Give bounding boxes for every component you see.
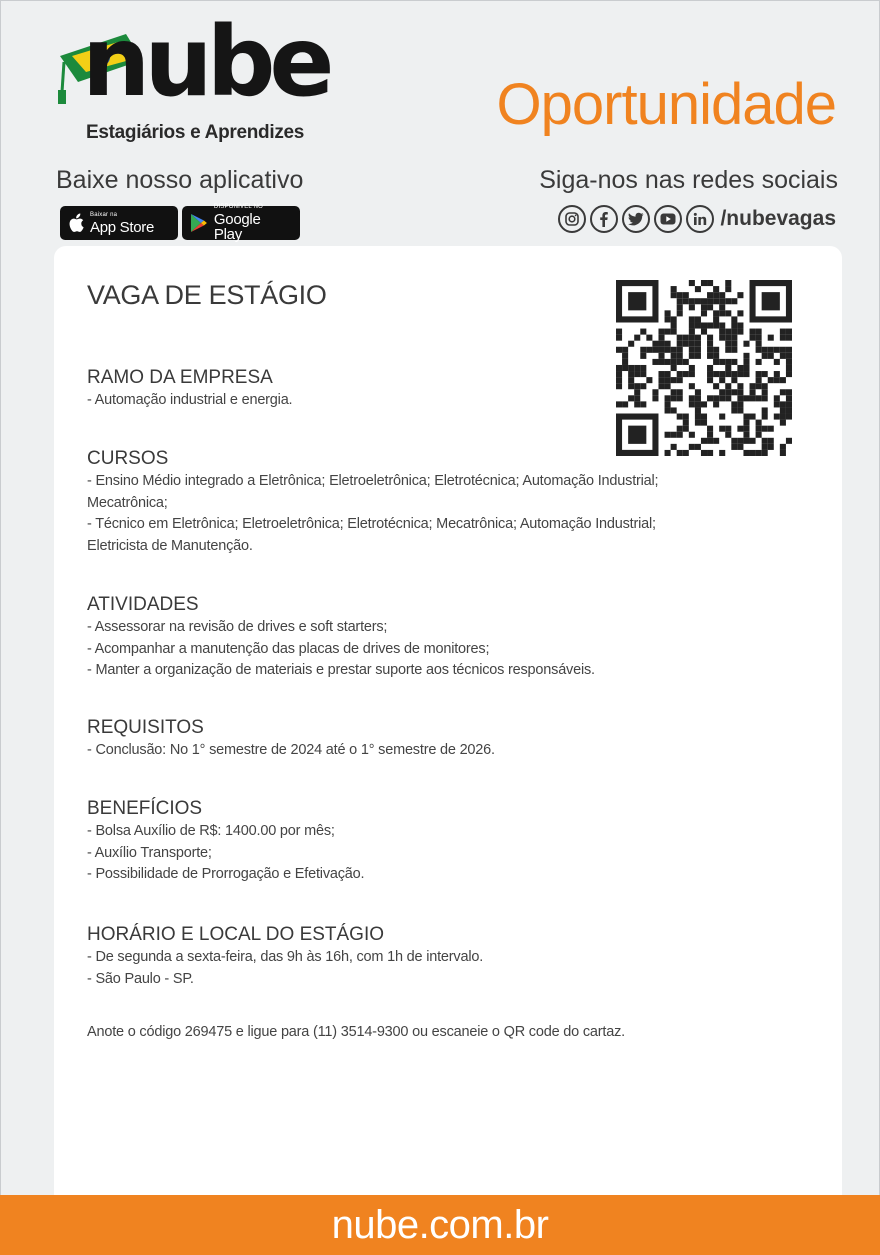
- section-beneficios: [87, 797, 807, 886]
- linkedin-icon[interactable]: [686, 205, 714, 233]
- section-line: - Automação industrial e energia.: [87, 392, 293, 408]
- google-play-icon: [190, 213, 208, 233]
- section-atividades: [87, 593, 807, 682]
- footer-bar: [0, 1195, 880, 1255]
- section-title: BENEFÍCIOS: [87, 798, 203, 819]
- section-title: REQUISITOS: [87, 717, 204, 738]
- social-handle[interactable]: /nubevagas: [720, 207, 836, 230]
- section-line: - Assessorar na revisão de drives e soft starters;: [87, 619, 388, 635]
- social-links: [558, 205, 836, 233]
- page-title: Oportunidade: [496, 72, 836, 137]
- app-store-label: App Store: [90, 218, 155, 236]
- logo-wordmark: nube: [82, 6, 329, 118]
- nube-logo[interactable]: [56, 6, 346, 154]
- section-line: - Conclusão: No 1° semestre de 2024 até o 1° semestre de 2026.: [87, 742, 495, 758]
- google-play-label: Google Play: [213, 211, 261, 243]
- section-line: - Auxílio Transporte;: [87, 844, 212, 861]
- app-store-small-label: Baixar na: [90, 211, 118, 218]
- site-url-link[interactable]: nube.com.br: [331, 1202, 549, 1247]
- section-line: - Possibilidade de Prorrogação e Efetivação.: [87, 866, 365, 882]
- section-horario: [87, 923, 807, 990]
- section-title: HORÁRIO E LOCAL DO ESTÁGIO: [87, 924, 385, 945]
- section-line: - Técnico em Eletrônica; Eletroeletrônica; Eletrotécnica; Mecatrônica; Automação Industrial;: [87, 516, 656, 532]
- section-requisitos: [87, 716, 807, 762]
- section-line: - Acompanhar a manutenção das placas de drives de monitores;: [87, 640, 490, 657]
- section-line: - São Paulo - SP.: [87, 970, 194, 987]
- section-line: - De segunda a sexta-feira, das 9h às 16h, com 1h de intervalo.: [87, 949, 484, 965]
- job-card: [54, 246, 842, 1206]
- google-play-small-label: DISPONÍVEL NO: [213, 204, 263, 210]
- contact-note: Anote o código 269475 e ligue para (11) 3514-9300 ou escaneie o QR code do cartaz.: [87, 1024, 625, 1040]
- section-title: ATIVIDADES: [87, 594, 199, 615]
- logo-tagline: Estagiários e Aprendizes: [86, 122, 305, 143]
- section-line: Eletricista de Manutenção.: [87, 537, 253, 554]
- section-line: - Ensino Médio integrado a Eletrônica; Eletroeletrônica; Eletrotécnica; Automação Industrial;: [87, 473, 659, 489]
- google-play-button[interactable]: [182, 204, 300, 243]
- section-line: - Manter a organização de materiais e prestar suporte aos técnicos responsáveis.: [87, 662, 595, 678]
- twitter-icon[interactable]: [622, 205, 650, 233]
- job-title: VAGA DE ESTÁGIO: [87, 280, 327, 310]
- section-cursos: [87, 447, 807, 557]
- app-download-label: Baixe nosso aplicativo: [56, 166, 304, 194]
- app-store-button[interactable]: [60, 206, 178, 240]
- section-ramo: [87, 366, 807, 412]
- youtube-icon[interactable]: [654, 205, 682, 233]
- instagram-icon[interactable]: [558, 205, 586, 233]
- facebook-icon[interactable]: [590, 205, 618, 233]
- apple-icon: [68, 213, 84, 233]
- section-line: - Bolsa Auxílio de R$: 1400.00 por mês;: [87, 823, 335, 839]
- section-line: Mecatrônica;: [87, 494, 168, 511]
- social-follow-label: Siga-nos nas redes sociais: [539, 166, 838, 194]
- section-title: RAMO DA EMPRESA: [87, 367, 273, 388]
- section-title: CURSOS: [87, 448, 169, 469]
